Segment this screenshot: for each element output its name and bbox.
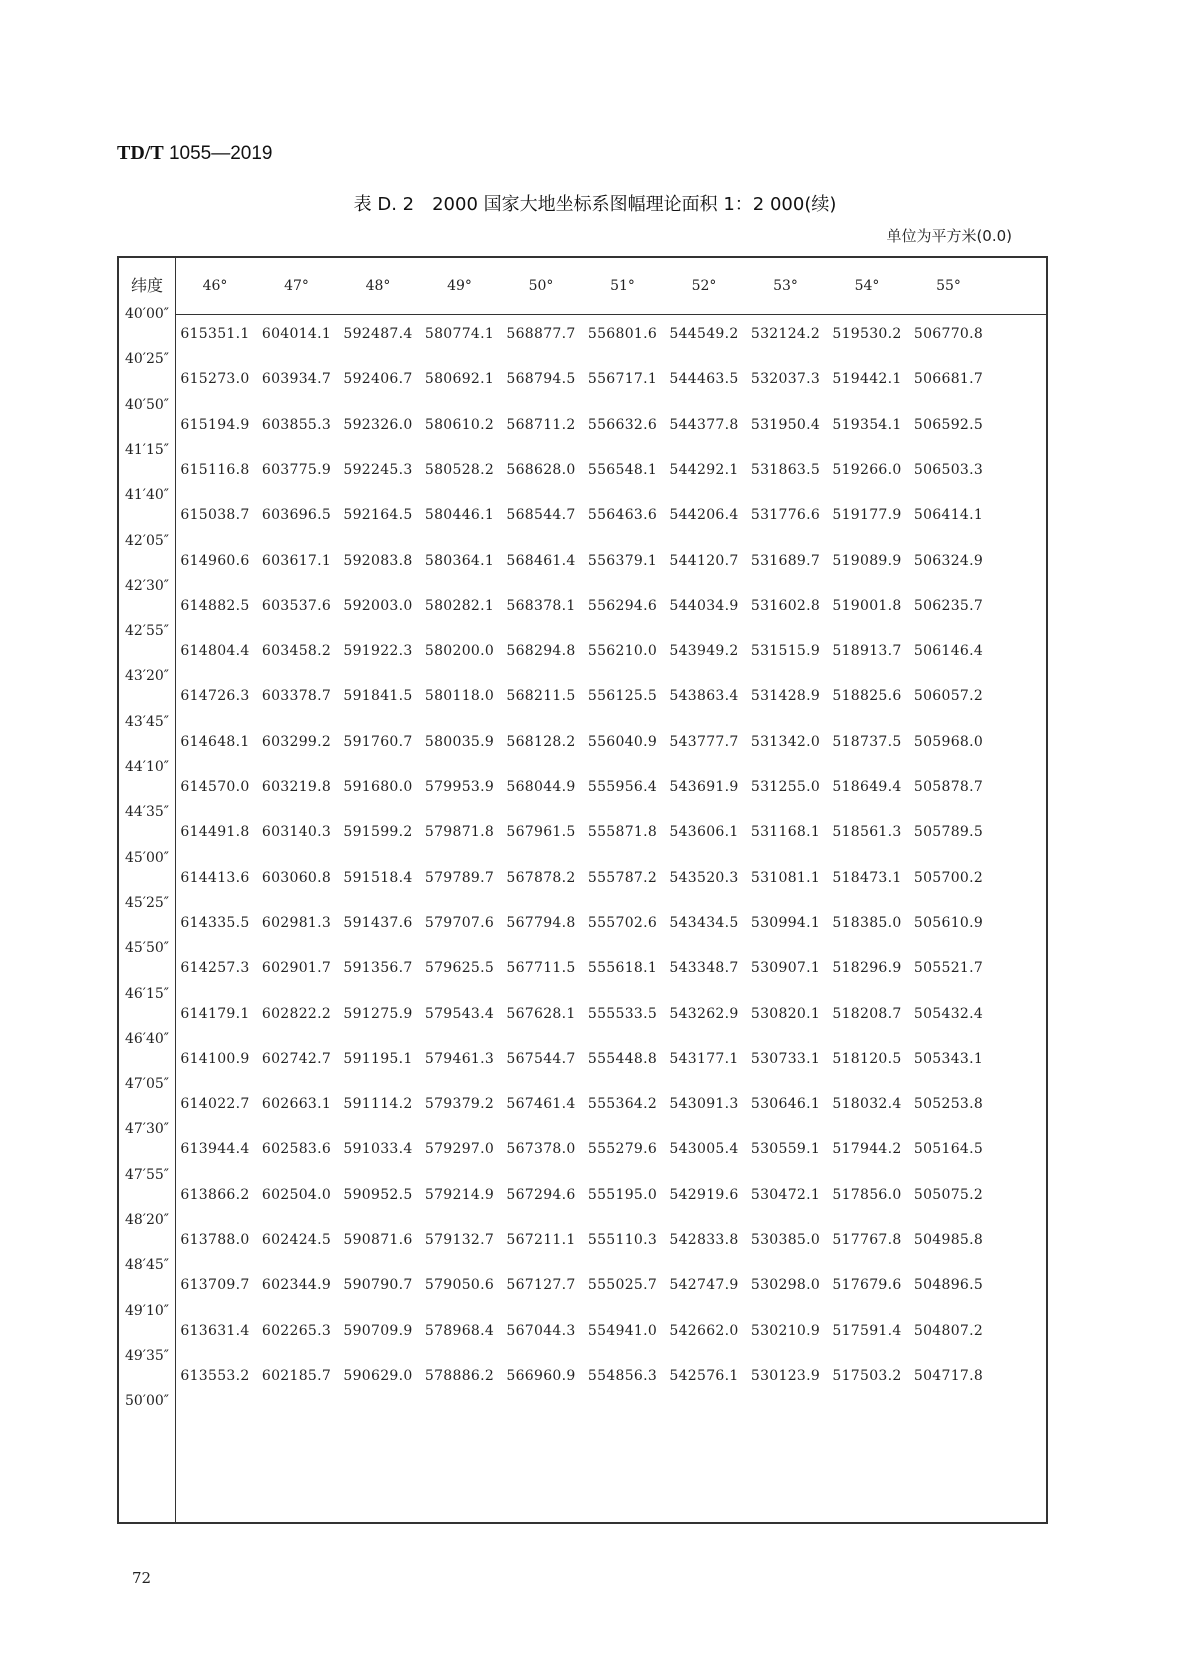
latitude-column-header: 纬度 <box>130 276 163 295</box>
table-cell: 530733.1 <box>750 1050 821 1067</box>
table-cell: 614100.9 <box>180 1050 250 1067</box>
table-cell: 602504.0 <box>261 1186 332 1203</box>
table-cell: 556125.5 <box>587 688 658 705</box>
table-cell: 506057.2 <box>913 688 984 705</box>
table-cell: 543177.1 <box>669 1050 739 1067</box>
table-cell: 614648.1 <box>180 733 250 750</box>
latitude-label: 49′35″ <box>119 1346 175 1366</box>
table-cell: 556379.1 <box>587 552 658 569</box>
table-cell: 580118.0 <box>424 688 495 705</box>
table-cell: 604014.1 <box>261 326 332 342</box>
latitude-label: 50′00″ <box>119 1391 175 1411</box>
table-cell: 579132.7 <box>424 1232 495 1248</box>
table-cell: 591680.0 <box>343 779 413 795</box>
document-code-prefix: TD/T <box>117 142 164 164</box>
table-cell: 542919.6 <box>669 1186 739 1203</box>
latitude-label: 41′40″ <box>119 485 175 505</box>
table-cell: 531342.0 <box>750 733 821 750</box>
table-cell: 614179.1 <box>180 1005 250 1022</box>
column-header: 51° <box>610 278 635 294</box>
table-cell: 555871.8 <box>587 824 658 841</box>
table-cell: 556632.6 <box>587 416 658 433</box>
table-cell: 568211.5 <box>506 688 576 705</box>
table-cell: 544120.7 <box>669 552 739 569</box>
table-cell: 614960.6 <box>180 552 250 569</box>
table-cell: 556040.9 <box>587 733 658 750</box>
table-cell: 531081.1 <box>750 869 821 886</box>
table-cell: 615116.8 <box>180 461 250 478</box>
table-cell: 580200.0 <box>424 643 495 660</box>
table-cell: 579625.5 <box>424 960 495 977</box>
table-cell: 530994.1 <box>750 914 821 931</box>
table-cell: 531515.9 <box>750 643 821 660</box>
latitude-label: 42′30″ <box>119 576 175 596</box>
latitude-label: 48′45″ <box>119 1255 175 1275</box>
table-cell: 554856.3 <box>587 1367 658 1384</box>
latitude-label: 47′05″ <box>119 1074 175 1094</box>
table-cell: 613944.4 <box>180 1141 250 1158</box>
table-cell: 580528.2 <box>424 461 495 478</box>
table-cell: 556717.1 <box>587 371 658 388</box>
table-cell: 506592.5 <box>913 416 984 433</box>
table-cell: 506503.3 <box>913 461 984 478</box>
table-header-row <box>119 258 1046 315</box>
table-cell: 590871.6 <box>343 1232 413 1248</box>
table-cell: 603855.3 <box>261 416 332 433</box>
column-header: 55° <box>936 278 961 294</box>
column-header: 52° <box>691 278 717 294</box>
table-cell: 555110.3 <box>587 1232 658 1248</box>
table-cell: 615273.0 <box>180 371 250 388</box>
table-cell: 555702.6 <box>587 914 658 931</box>
table-cell: 505343.1 <box>913 1050 984 1067</box>
table-cell: 519177.9 <box>832 507 902 524</box>
table-cell: 614570.0 <box>180 779 250 795</box>
document-code-number: 1055—2019 <box>168 143 273 164</box>
table-cell: 614882.5 <box>180 597 250 614</box>
table-cell: 543005.4 <box>669 1141 739 1158</box>
table-cell: 614726.3 <box>180 688 250 705</box>
table-cell: 567711.5 <box>506 960 576 977</box>
table-cell: 615351.1 <box>180 326 250 342</box>
table-cell: 603617.1 <box>261 552 332 569</box>
table-cell: 555448.8 <box>587 1050 658 1067</box>
table-cell: 567211.1 <box>506 1232 576 1248</box>
table-cell: 602344.9 <box>261 1277 332 1294</box>
table-cell: 615194.9 <box>180 416 250 433</box>
table-cell: 504985.8 <box>913 1232 984 1248</box>
table-cell: 580610.2 <box>424 416 495 433</box>
latitude-label: 40′25″ <box>119 349 175 369</box>
table-cell: 556210.0 <box>587 643 658 660</box>
table-cell: 530472.1 <box>750 1186 821 1203</box>
table-cell: 556294.6 <box>587 597 658 614</box>
table-cell: 543520.3 <box>669 869 739 886</box>
table-cell: 602981.3 <box>261 914 332 931</box>
column-header: 53° <box>773 278 798 294</box>
table-cell: 602663.1 <box>261 1096 332 1113</box>
table-cell: 506770.8 <box>913 326 984 342</box>
table-cell: 568544.7 <box>506 507 576 524</box>
table-cell: 517944.2 <box>832 1141 902 1158</box>
table-cell: 591275.9 <box>343 1005 413 1022</box>
table-cell: 519442.1 <box>832 371 902 388</box>
table-cell: 603537.6 <box>261 597 332 614</box>
table-cell: 530646.1 <box>750 1096 821 1113</box>
table-cell: 505164.5 <box>913 1141 984 1158</box>
table-cell: 568294.8 <box>506 643 576 660</box>
table-cell: 614491.8 <box>180 824 250 841</box>
table-cell: 543348.7 <box>669 960 739 977</box>
table-cell: 506324.9 <box>913 552 984 569</box>
table-cell: 567628.1 <box>506 1005 576 1022</box>
table-cell: 555364.2 <box>587 1096 658 1113</box>
latitude-label: 45′25″ <box>119 893 175 913</box>
table-cell: 555956.4 <box>587 779 658 795</box>
table-cell: 567794.8 <box>506 914 576 931</box>
table-cell: 602822.2 <box>261 1005 332 1022</box>
table-cell: 543606.1 <box>669 824 739 841</box>
table-cell: 567127.7 <box>506 1277 576 1294</box>
table-cell: 542747.9 <box>669 1277 739 1294</box>
table-cell: 580774.1 <box>424 326 495 342</box>
table-cell: 556548.1 <box>587 461 658 478</box>
latitude-label: 45′50″ <box>119 938 175 958</box>
table-cell: 567544.7 <box>506 1050 576 1067</box>
table-cell: 555787.2 <box>587 869 658 886</box>
table-cell: 567044.3 <box>506 1322 576 1339</box>
table-cell: 530385.0 <box>750 1232 821 1248</box>
table-cell: 543777.7 <box>669 733 739 750</box>
table-cell: 544377.8 <box>669 416 739 433</box>
table-cell: 530210.9 <box>750 1322 821 1339</box>
table-cell: 505878.7 <box>913 779 984 795</box>
table-cell: 591114.2 <box>343 1096 413 1113</box>
latitude-label: 42′05″ <box>119 531 175 551</box>
table-cell: 568794.5 <box>506 371 576 388</box>
table-cell: 568461.4 <box>506 552 576 569</box>
table-cell: 567961.5 <box>506 824 576 841</box>
table-cell: 613866.2 <box>180 1186 250 1203</box>
table-cell: 603299.2 <box>261 733 332 750</box>
table-cell: 518032.4 <box>832 1096 902 1113</box>
table-cell: 614335.5 <box>180 914 250 931</box>
table-cell: 542833.8 <box>669 1232 739 1248</box>
table-cell: 530298.0 <box>750 1277 821 1294</box>
table-cell: 603219.8 <box>261 779 332 795</box>
table-cell: 517679.6 <box>832 1277 902 1294</box>
table-cell: 602265.3 <box>261 1322 332 1339</box>
table-title: 表 D. 2 2000 国家大地坐标系图幅理论面积 1：2 000(续) <box>353 194 837 215</box>
table-cell: 544206.4 <box>669 507 739 524</box>
table-cell: 568378.1 <box>506 597 576 614</box>
table-cell: 579789.7 <box>424 869 495 886</box>
table-cell: 505432.4 <box>913 1005 984 1022</box>
table-cell: 591437.6 <box>343 914 413 931</box>
table-cell: 579379.2 <box>424 1096 495 1113</box>
table-cell: 505700.2 <box>913 869 984 886</box>
table-cell: 614257.3 <box>180 960 250 977</box>
table-cell: 505610.9 <box>913 914 984 931</box>
table-cell: 544463.5 <box>669 371 739 388</box>
table-cell: 530123.9 <box>750 1367 821 1384</box>
table-cell: 603696.5 <box>261 507 332 524</box>
latitude-label: 45′00″ <box>119 848 175 868</box>
table-cell: 591195.1 <box>343 1050 413 1067</box>
table-cell: 580364.1 <box>424 552 495 569</box>
table-cell: 592326.0 <box>343 416 413 433</box>
table-cell: 518561.3 <box>832 824 902 841</box>
column-header: 49° <box>447 278 472 294</box>
table-cell: 505521.7 <box>913 960 984 977</box>
table-cell: 568128.2 <box>506 733 576 750</box>
table-cell: 504717.8 <box>913 1367 984 1384</box>
table-cell: 531689.7 <box>750 552 821 569</box>
table-cell: 614413.6 <box>180 869 250 886</box>
table-cell: 555279.6 <box>587 1141 658 1158</box>
table-cell: 591518.4 <box>343 869 413 886</box>
table-cell: 555025.7 <box>587 1277 658 1294</box>
table-cell: 532037.3 <box>750 371 821 388</box>
table-cell: 543262.9 <box>669 1005 739 1022</box>
table-cell: 615038.7 <box>180 507 250 524</box>
page-number: 72 <box>132 1569 152 1587</box>
table-cell: 602742.7 <box>261 1050 332 1067</box>
table-cell: 543863.4 <box>669 688 739 705</box>
table-cell: 506235.7 <box>913 597 984 614</box>
table-cell: 592487.4 <box>343 326 413 342</box>
latitude-label: 44′10″ <box>119 757 175 777</box>
table-cell: 544034.9 <box>669 597 739 614</box>
table-cell: 602424.5 <box>261 1232 332 1248</box>
table-cell: 555618.1 <box>587 960 658 977</box>
latitude-label: 42′55″ <box>119 621 175 641</box>
table-cell: 505968.0 <box>913 733 984 750</box>
table-cell: 602583.6 <box>261 1141 332 1158</box>
table-cell: 517856.0 <box>832 1186 902 1203</box>
latitude-label: 43′45″ <box>119 712 175 732</box>
table-cell: 519530.2 <box>832 326 902 342</box>
latitude-label: 44′35″ <box>119 802 175 822</box>
table-cell: 603060.8 <box>261 869 332 886</box>
table-cell: 579461.3 <box>424 1050 495 1067</box>
table-cell: 602901.7 <box>261 960 332 977</box>
table-cell: 568877.7 <box>506 326 576 342</box>
table-cell: 542576.1 <box>669 1367 739 1384</box>
table-cell: 504896.5 <box>913 1277 984 1294</box>
table-cell: 614804.4 <box>180 643 250 660</box>
table-cell: 603775.9 <box>261 461 332 478</box>
latitude-label: 46′40″ <box>119 1029 175 1049</box>
table-cell: 567461.4 <box>506 1096 576 1113</box>
table-cell: 613631.4 <box>180 1322 250 1339</box>
table-cell: 544292.1 <box>669 461 739 478</box>
table-cell: 592164.5 <box>343 507 413 524</box>
table-cell: 543091.3 <box>669 1096 739 1113</box>
table-cell: 592245.3 <box>343 461 413 478</box>
table-cell: 517591.4 <box>832 1322 902 1339</box>
table-cell: 505075.2 <box>913 1186 984 1203</box>
table-cell: 543691.9 <box>669 779 739 795</box>
table-cell: 518385.0 <box>832 914 902 931</box>
table-cell: 531168.1 <box>750 824 821 841</box>
latitude-label: 48′20″ <box>119 1210 175 1230</box>
table-cell: 518296.9 <box>832 960 902 977</box>
table-cell: 518473.1 <box>832 869 902 886</box>
latitude-label: 47′30″ <box>119 1119 175 1139</box>
table-cell: 580692.1 <box>424 371 495 388</box>
table-cell: 603458.2 <box>261 643 332 660</box>
table-cell: 566960.9 <box>506 1367 576 1384</box>
table-cell: 518825.6 <box>832 688 902 705</box>
table-cell: 530559.1 <box>750 1141 821 1158</box>
table-cell: 580035.9 <box>424 733 495 750</box>
table-cell: 591599.2 <box>343 824 413 841</box>
table-cell: 579543.4 <box>424 1005 495 1022</box>
table-cell: 579297.0 <box>424 1141 495 1158</box>
table-cell: 579214.9 <box>424 1186 495 1203</box>
latitude-label: 43′20″ <box>119 666 175 686</box>
document-code <box>117 142 273 165</box>
table-cell: 519354.1 <box>832 416 902 433</box>
table-cell: 579050.6 <box>424 1277 495 1294</box>
latitude-label: 46′15″ <box>119 984 175 1004</box>
latitude-label: 49′10″ <box>119 1301 175 1321</box>
table-cell: 542662.0 <box>669 1322 739 1339</box>
table-cell: 504807.2 <box>913 1322 984 1339</box>
table-cell: 531950.4 <box>750 416 821 433</box>
table-cell: 519089.9 <box>832 552 902 569</box>
latitude-label: 41′15″ <box>119 440 175 460</box>
table-cell: 531255.0 <box>750 779 821 795</box>
table-cell: 530820.1 <box>750 1005 821 1022</box>
column-header: 48° <box>365 278 391 294</box>
table-cell: 591760.7 <box>343 733 413 750</box>
table-cell: 590790.7 <box>343 1277 413 1294</box>
table-cell: 579953.9 <box>424 779 495 795</box>
column-header: 46° <box>202 278 228 294</box>
table-cell: 555195.0 <box>587 1186 658 1203</box>
table-cell: 555533.5 <box>587 1005 658 1022</box>
table-cell: 531776.6 <box>750 507 821 524</box>
table-cell: 592003.0 <box>343 597 413 614</box>
table-cell: 568044.9 <box>506 779 576 795</box>
table-cell: 603140.3 <box>261 824 332 841</box>
table-cell: 567294.6 <box>506 1186 576 1203</box>
table-cell: 517503.2 <box>832 1367 902 1384</box>
table-cell: 556463.6 <box>587 507 658 524</box>
table-cell: 518208.7 <box>832 1005 902 1022</box>
table-cell: 505253.8 <box>913 1096 984 1113</box>
latitude-label: 40′00″ <box>119 304 175 324</box>
table-cell: 613553.2 <box>180 1367 250 1384</box>
table-cell: 531863.5 <box>750 461 821 478</box>
table-cell: 519001.8 <box>832 597 902 614</box>
table-cell: 602185.7 <box>261 1367 332 1384</box>
table-cell: 578886.2 <box>424 1367 495 1384</box>
column-header: 50° <box>528 278 554 294</box>
table-cell: 592406.7 <box>343 371 413 388</box>
table-cell: 531602.8 <box>750 597 821 614</box>
column-header: 54° <box>854 278 880 294</box>
table-unit: 单位为平方米(0.0) <box>886 227 1012 245</box>
table-cell: 544549.2 <box>669 326 739 342</box>
table-cell: 530907.1 <box>750 960 821 977</box>
latitude-label: 40′50″ <box>119 395 175 415</box>
table-cell: 590629.0 <box>343 1367 413 1384</box>
table-cell: 613788.0 <box>180 1232 250 1248</box>
table-cell: 568628.0 <box>506 461 576 478</box>
table-cell: 506146.4 <box>913 643 984 660</box>
table-cell: 579871.8 <box>424 824 495 841</box>
table-cell: 580446.1 <box>424 507 495 524</box>
table-cell: 506414.1 <box>913 507 984 524</box>
table-cell: 591356.7 <box>343 960 413 977</box>
table-cell: 556801.6 <box>587 326 658 342</box>
table-cell: 579707.6 <box>424 914 495 931</box>
table-cell: 613709.7 <box>180 1277 250 1294</box>
table-cell: 567878.2 <box>506 869 576 886</box>
table-cell: 590952.5 <box>343 1186 413 1203</box>
table-cell: 518649.4 <box>832 779 902 795</box>
table-cell: 518913.7 <box>832 643 902 660</box>
table-cell: 543949.2 <box>669 643 739 660</box>
table-cell: 591033.4 <box>343 1141 413 1158</box>
table-cell: 592083.8 <box>343 552 413 569</box>
table-cell: 518737.5 <box>832 733 902 750</box>
table-cell: 506681.7 <box>913 371 984 388</box>
table-cell: 517767.8 <box>832 1232 902 1248</box>
table-cell: 505789.5 <box>913 824 984 841</box>
area-table <box>117 256 1048 1524</box>
latitude-label: 47′55″ <box>119 1165 175 1185</box>
table-cell: 614022.7 <box>180 1096 250 1113</box>
table-cell: 567378.0 <box>506 1141 576 1158</box>
table-cell: 580282.1 <box>424 597 495 614</box>
table-cell: 532124.2 <box>750 326 821 342</box>
table-cell: 578968.4 <box>424 1322 495 1339</box>
table-cell: 554941.0 <box>587 1322 658 1339</box>
table-cell: 603934.7 <box>261 371 332 388</box>
table-cell: 591841.5 <box>343 688 413 705</box>
table-cell: 543434.5 <box>669 914 739 931</box>
table-cell: 603378.7 <box>261 688 332 705</box>
table-cell: 519266.0 <box>832 461 902 478</box>
column-header: 47° <box>284 278 309 294</box>
table-cell: 590709.9 <box>343 1322 413 1339</box>
table-cell: 568711.2 <box>506 416 576 433</box>
table-cell: 518120.5 <box>832 1050 902 1067</box>
table-cell: 591922.3 <box>343 643 413 660</box>
table-cell: 531428.9 <box>750 688 821 705</box>
